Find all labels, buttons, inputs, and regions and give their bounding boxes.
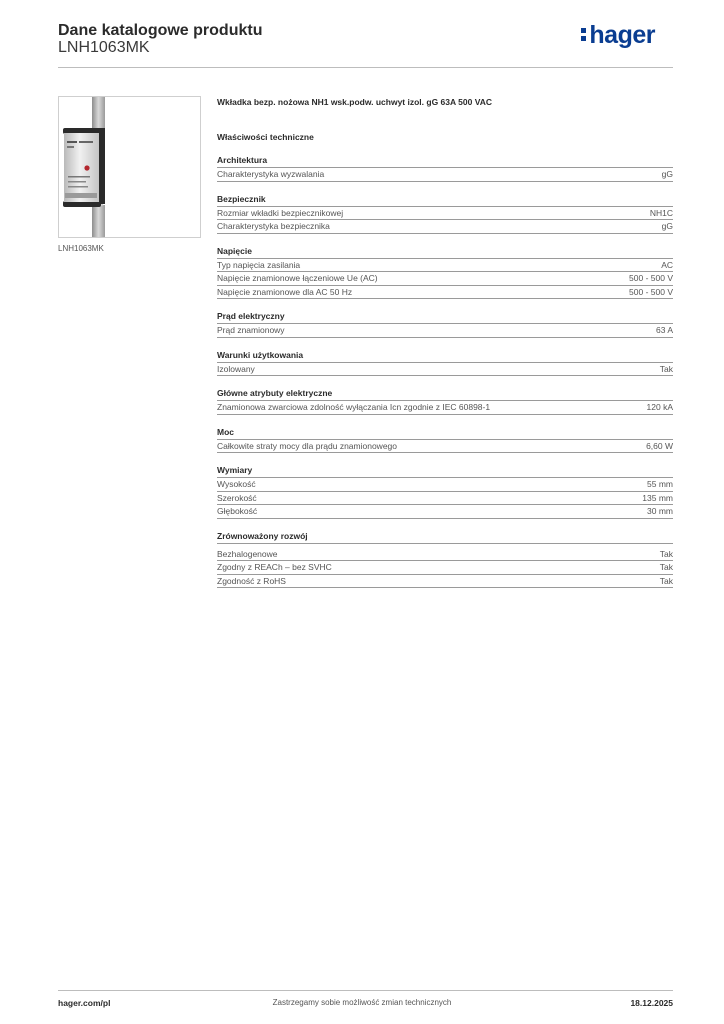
property-label: Rozmiar wkładki bezpiecznikowej bbox=[217, 207, 344, 218]
property-label: Zgodny z REACh – bez SVHC bbox=[217, 562, 332, 572]
header-divider bbox=[58, 67, 673, 68]
page-header bbox=[58, 22, 673, 68]
property-value: Tak bbox=[659, 562, 673, 572]
property-row bbox=[217, 363, 673, 377]
property-row bbox=[217, 401, 673, 415]
property-row bbox=[217, 505, 673, 519]
technical-properties-title: Właściwości techniczne bbox=[217, 132, 314, 142]
property-section bbox=[217, 245, 673, 300]
property-row bbox=[217, 440, 673, 454]
property-label: Całkowite straty mocy dla prądu znamionowego bbox=[217, 440, 398, 451]
property-label: Izolowany bbox=[217, 363, 255, 374]
property-value: 135 mm bbox=[642, 492, 673, 503]
property-row bbox=[217, 324, 673, 338]
property-value: 6,60 W bbox=[646, 440, 673, 451]
property-value: 500 - 500 V bbox=[629, 286, 673, 297]
property-value: Tak bbox=[659, 575, 673, 586]
section-title: Prąd elektryczny bbox=[217, 310, 673, 324]
property-value: gG bbox=[661, 169, 673, 179]
section-title: Architektura bbox=[217, 154, 673, 168]
property-label: Charakterystyka bezpiecznika bbox=[217, 221, 330, 231]
property-row bbox=[217, 561, 673, 575]
property-section bbox=[217, 310, 673, 338]
property-value: NH1C bbox=[649, 207, 673, 218]
property-label: Bezhalogenowe bbox=[217, 548, 278, 559]
product-details bbox=[217, 96, 673, 588]
section-title: Bezpiecznik bbox=[217, 193, 673, 207]
property-row bbox=[217, 548, 673, 562]
property-row bbox=[217, 286, 673, 300]
property-row bbox=[217, 220, 673, 234]
section-title: Główne atrybuty elektryczne bbox=[217, 387, 673, 401]
hager-logo bbox=[581, 21, 655, 50]
logo-text: hager bbox=[589, 21, 655, 49]
section-title: Zrównoważony rozwój bbox=[217, 530, 673, 544]
property-value: AC bbox=[661, 259, 673, 270]
property-row bbox=[217, 259, 673, 273]
property-label: Głębokość bbox=[217, 506, 258, 516]
product-code: LNH1063MK bbox=[58, 39, 150, 56]
property-value: gG bbox=[661, 221, 673, 231]
property-section bbox=[217, 349, 673, 377]
property-label: Napięcie znamionowe łączeniowe Ue (AC) bbox=[217, 273, 378, 283]
property-section bbox=[217, 464, 673, 519]
property-value: 30 mm bbox=[647, 506, 673, 516]
section-title: Moc bbox=[217, 426, 673, 440]
property-label: Prąd znamionowy bbox=[217, 325, 285, 335]
property-value: 63 A bbox=[655, 325, 673, 335]
logo-dots-icon bbox=[581, 28, 586, 44]
property-section bbox=[217, 426, 673, 454]
property-row bbox=[217, 575, 673, 589]
property-row bbox=[217, 492, 673, 506]
footer-disclaimer: Zastrzegamy sobie możliwość zmian technicznych bbox=[272, 998, 452, 1007]
property-label: Znamionowa zwarciowa zdolność wyłączania Icn zgodnie z IEC 60898-1 bbox=[217, 402, 491, 412]
property-row bbox=[217, 478, 673, 492]
property-value: 500 - 500 V bbox=[629, 273, 673, 283]
property-value: Tak bbox=[659, 363, 673, 374]
property-label: Wysokość bbox=[217, 479, 256, 489]
property-section bbox=[217, 530, 673, 589]
photo-caption: LNH1063MK bbox=[58, 244, 104, 253]
property-row bbox=[217, 168, 673, 182]
property-label: Szerokość bbox=[217, 492, 257, 503]
property-label: Napięcie znamionowe dla AC 50 Hz bbox=[217, 286, 353, 297]
footer-divider bbox=[58, 990, 673, 991]
property-section bbox=[217, 154, 673, 182]
section-title: Napięcie bbox=[217, 245, 673, 259]
property-row bbox=[217, 207, 673, 221]
property-section bbox=[217, 387, 673, 415]
property-value: Tak bbox=[659, 548, 673, 559]
product-photo bbox=[58, 96, 201, 238]
footer-website: hager.com/pl bbox=[58, 998, 111, 1008]
property-section bbox=[217, 193, 673, 234]
footer-date: 18.12.2025 bbox=[630, 998, 673, 1008]
property-value: 55 mm bbox=[647, 479, 673, 489]
property-label: Typ napięcia zasilania bbox=[217, 259, 301, 270]
document-title: Dane katalogowe produktu bbox=[58, 22, 263, 39]
property-sections bbox=[217, 154, 673, 588]
fuse-link-photo-icon bbox=[59, 97, 200, 237]
section-title: Wymiary bbox=[217, 464, 673, 478]
product-description: Wkładka bezp. nożowa NH1 wsk.podw. uchwyt izol. gG 63A 500 VAC bbox=[217, 97, 493, 107]
property-label: Zgodność z RoHS bbox=[217, 575, 286, 586]
property-row bbox=[217, 272, 673, 286]
section-title: Warunki użytkowania bbox=[217, 349, 673, 363]
property-label: Charakterystyka wyzwalania bbox=[217, 169, 325, 179]
property-value: 120 kA bbox=[646, 402, 673, 412]
